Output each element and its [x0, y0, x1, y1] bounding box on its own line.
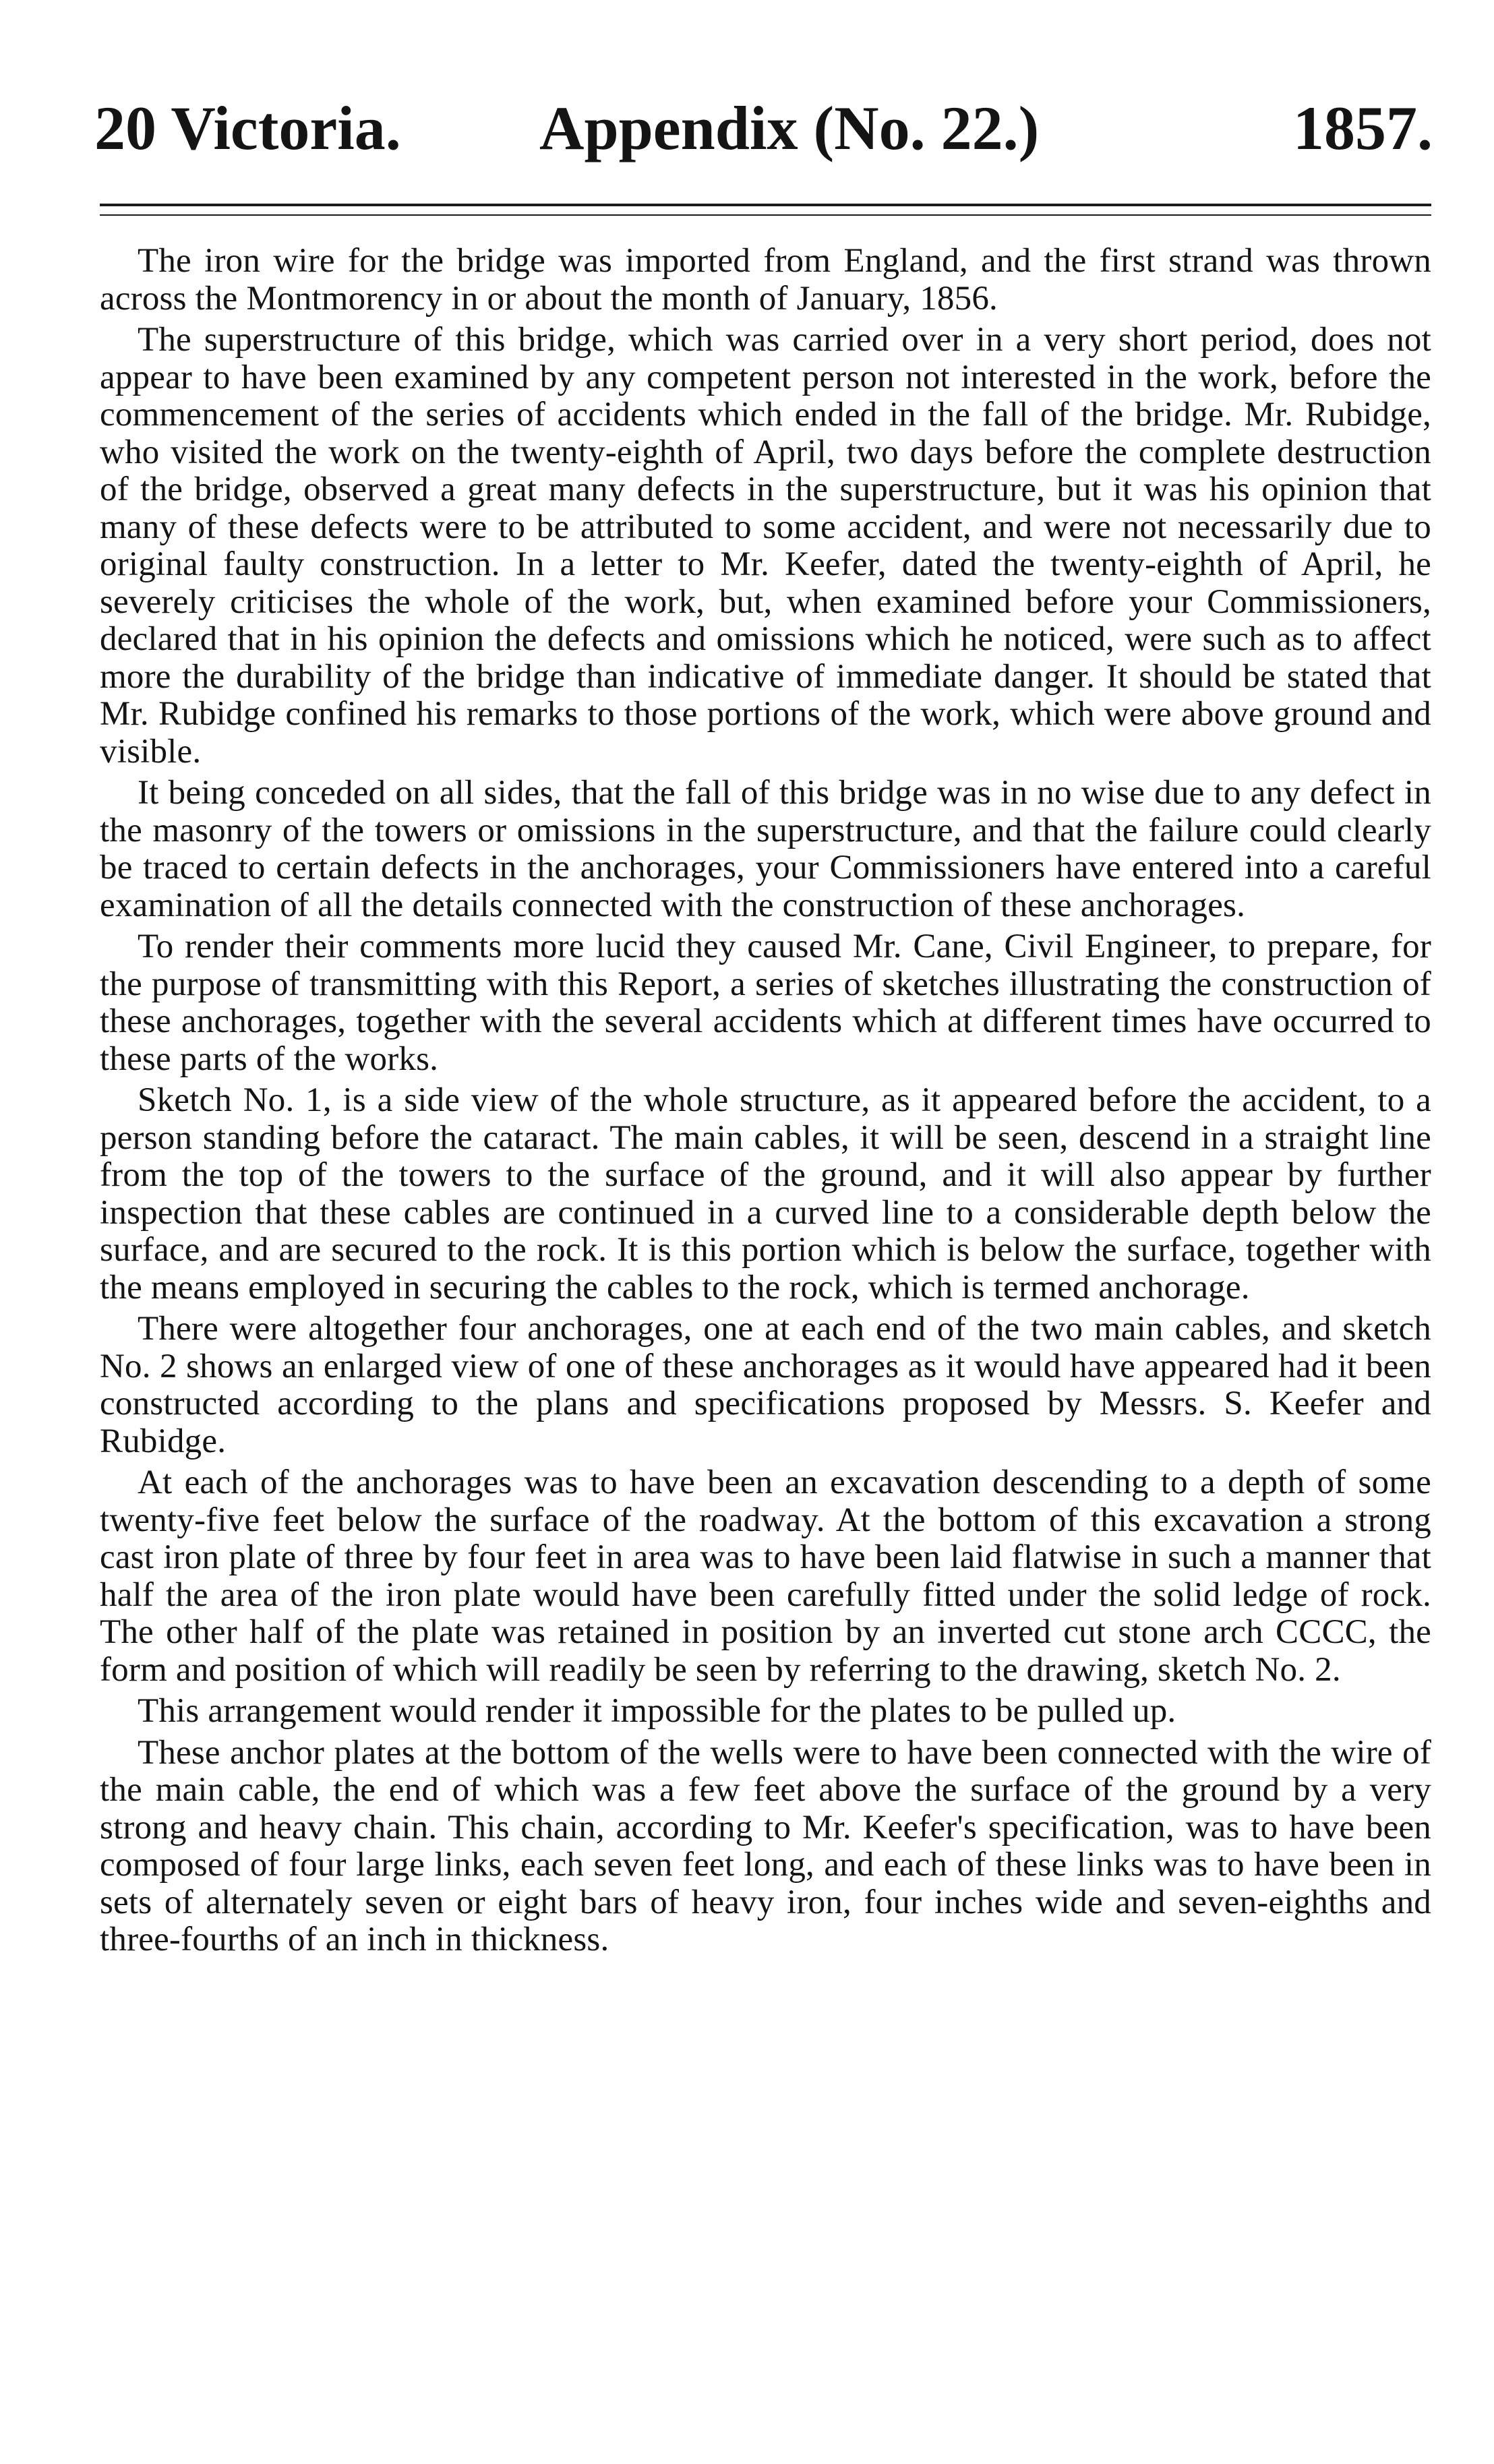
header-session: 20 Victoria. — [94, 94, 401, 162]
paragraph: At each of the anchorages was to have been an excavation descending to a depth of some twenty-five feet below the surface of the roadway. At the bottom of this excavation a strong cast iron plate of three by four feet in area was to have been laid flatwise in such a manner that half the area of the iron plate would have been carefully fitted under the solid ledge of rock. The other half of the plate was retained in position by an inverted cut stone arch CCCC, the form and position of which will readily be seen by referring to the drawing, sketch No. 2. — [100, 1464, 1431, 1689]
header-year: 1857. — [1293, 94, 1433, 162]
paragraph: These anchor plates at the bottom of the wells were to have been connected with the wire of the main cable, the end of which was a few feet above the surface of the ground by a very strong and heavy chain. This chain, according to Mr. Keefer's specification, was to have been composed of four large links, each seven feet long, and each of these links was to have been in sets of alternately seven or eight bars of heavy iron, four inches wide and seven-eighths and three-fourths of an inch in thickness. — [100, 1733, 1431, 1958]
paragraph: To render their comments more lucid they caused Mr. Cane, Civil Engineer, to prepare, for the purpose of transmitting with this Report, a series of sketches illustrating the construction of these anchorages, together with the several accidents which at different times have occurred to these parts of the works. — [100, 928, 1431, 1078]
paragraph: It being conceded on all sides, that the fall of this bridge was in no wise due to any defect in the masonry of the towers or omissions in the superstructure, and that the failure could clearly be traced to certain defects in the anchorages, your Commissioners have entered into a careful examination of all the details connected with the construction of these anchorages. — [100, 774, 1431, 924]
page-header — [94, 88, 1433, 169]
paragraph: There were altogether four anchorages, one at each end of the two main cables, and sketch No. 2 shows an enlarged view of one of these anchorages as it would have appeared had it been constructed according to the plans and specifications proposed by Messrs. S. Keefer and Rubidge. — [100, 1310, 1431, 1460]
paragraph: This arrangement would render it impossible for the plates to be pulled up. — [138, 1692, 1176, 1730]
body-text — [100, 243, 1431, 1963]
paragraph: The superstructure of this bridge, which was carried over in a very short period, does not appear to have been examined by any competent person not interested in the work, before the commencement of the series of accidents which ended in the fall of the bridge. Mr. Rubidge, who visited the work on the twenty-eighth of April, two days before the complete destruction of the bridge, observed a great many defects in the superstructure, but it was his opinion that many of these defects were to be attributed to some accident, and were not necessarily due to original faulty construction. In a letter to Mr. Keefer, dated the twenty-eighth of April, he severely criticises the whole of the work, but, when examined before your Commissioners, declared that in his opinion the defects and omissions which he noticed, were such as to affect more the durability of the bridge than indicative of immediate danger. It should be stated that Mr. Rubidge confined his remarks to those portions of the work, which were above ground and visible. — [100, 321, 1431, 771]
paragraph: Sketch No. 1, is a side view of the whole structure, as it appeared before the accident, to a person standing before the cataract. The main cables, it will be seen, descend in a straight line from the top of the towers to the surface of the ground, and it will also appear by further inspection that these cables are continued in a curved line to a considerable depth below the surface, and are secured to the rock. It is this portion which is below the surface, together with the means employed in securing the cables to the rock, which is termed anchorage. — [100, 1081, 1431, 1306]
header-rule-thin — [100, 214, 1431, 216]
header-appendix: Appendix (No. 22.) — [539, 94, 1040, 162]
header-rule-thick — [100, 204, 1431, 206]
paragraph: The iron wire for the bridge was imported from England, and the first strand was thrown across the Montmorency in or about the month of January, 1856. — [100, 242, 1431, 318]
